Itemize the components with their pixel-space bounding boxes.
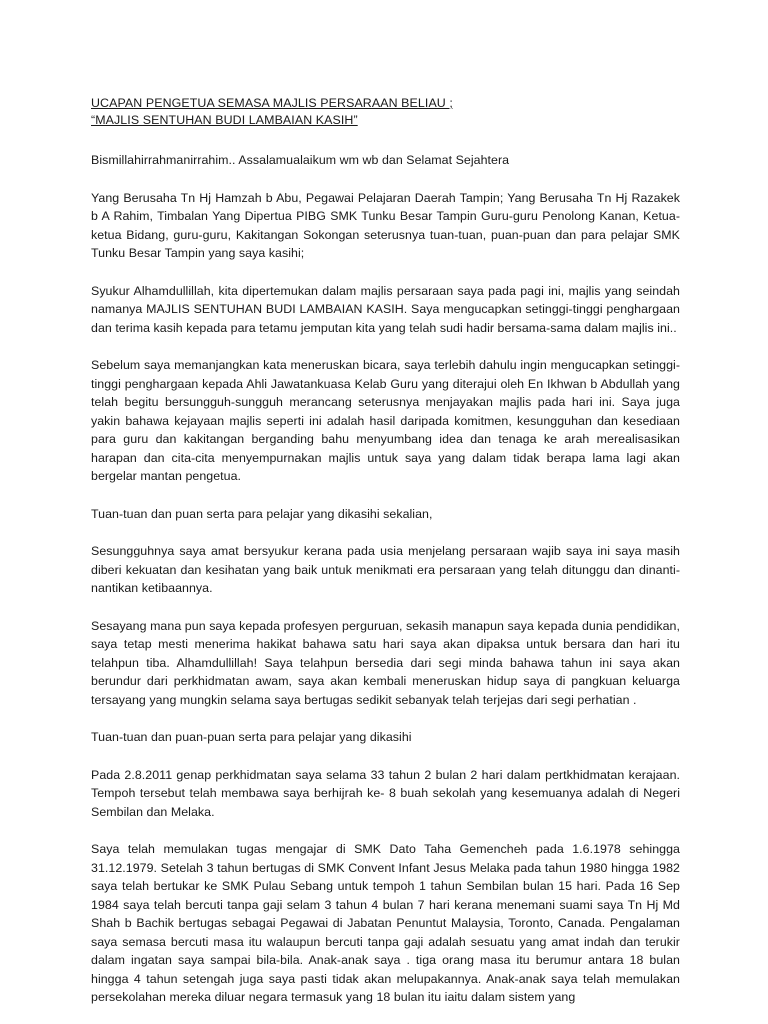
thanks-committee-paragraph: Sebelum saya memanjangkan kata meneruskan bicara, saya terlebih dahulu ingin mengucapkan setinggi-tinggi penghargaan kepada Ahli Jawatankuasa Kelab Guru yang diterajui oleh En Ikhwan b Abdullah yang telah begitu bersungguh-sungguh merancang seterusnya menjayakan majlis pada hari ini. Saya juga yakin bahawa kejayaan majlis seperti ini adalah hasil daripada komitmen, kesungguhan dan kesediaan para guru dan kakitangan berganding bahu menyumbang idea dan tenaga ke arah merealisasikan harapan dan cita-cita menyempurnakan majlis untuk saya yang dalam tidak berapa lama lagi akan bergelar mantan pengetua. [91,358,680,483]
service-duration-paragraph: Pada 2.8.2011 genap perkhidmatan saya selama 33 tahun 2 bulan 2 hari dalam pertkhidmatan kerajaan. Tempoh tersebut telah membawa saya berhijrah ke- 8 buah sekolah yang kesemuanya adalah di Negeri Sembilan dan Melaka. [91,767,680,819]
profession-paragraph: Sesayang mana pun saya kepada profesyen perguruan, sekasih manapun saya kepada dunia pendidikan, saya tetap mesti menerima hakikat bahawa satu hari saya akan dipaksa untuk bersara dan hari itu telahpun tiba. Alhamdullillah! Saya telahpun bersedia dari segi minda bahawa tahun ini saya akan berundur dari perkhidmatan awam, saya akan kembali meneruskan hidup saya di pangkuan keluarga tersayang yang mungkin selama saya bertugas sedikit sebanyak telah terjejas dari segi perhatian . [91,618,680,707]
address-paragraph-2: Tuan-tuan dan puan-puan serta para pelajar yang dikasihi [91,730,412,744]
document-title [91,95,680,129]
career-history-paragraph: Saya telah memulakan tugas mengajar di SMK Dato Taha Gemencheh pada 1.6.1978 sehingga 31.12.1979. Setelah 3 tahun bertugas di SMK Convent Infant Jesus Melaka pada tahun 1980 hingga 1982 saya telah bertukar ke SMK Pulau Sebang untuk tempoh 1 tahun Sembilan bulan 15 hari. Pada 16 Sep 1984 saya telah bercuti tanpa gaji selam 3 tahun 4 bulan 7 hari kerana menemani suami saya Tn Hj Md Shah b Bachik bertugas sebagai Pegawai di Jabatan Penuntut Malaysia, Toronto, Canada. Pengalaman saya semasa bercuti masa itu walaupun bercuti tanpa gaji adalah sesuatu yang amat indah dan terukir dalam ingatan saya sampai bila-bila. Anak-anak saya . tiga orang masa itu berumur antara 18 bulan hingga 4 tahun setengah juga saya pasti tidak akan melupakannya. Anak-anak saya telah memulakan persekolahan mereka diluar negara termasuk yang 18 bulan itu iaitu dalam sistem yang [91,842,680,1004]
title-line-2: “MAJLIS SENTUHAN BUDI LAMBAIAN KASIH” [91,113,358,127]
gratitude-paragraph: Syukur Alhamdullillah, kita dipertemukan dalam majlis persaraan saya pada pagi ini, majlis yang seindah namanya MAJLIS SENTUHAN BUDI LAMBAIAN KASIH. Saya mengucapkan setinggi-tinggi penghargaan dan terima kasih kepada para tetamu jemputan kita yang telah sudi hadir bersama-sama dalam majlis ini.. [91,283,680,335]
address-paragraph-1: Tuan-tuan dan puan serta para pelajar yang dikasihi sekalian, [91,506,433,521]
salutation-paragraph: Yang Berusaha Tn Hj Hamzah b Abu, Pegawai Pelajaran Daerah Tampin; Yang Berusaha Tn Hj Razakek b A Rahim, Timbalan Yang Dipertua PIBG SMK Tunku Besar Tampin Guru-guru Penolong Kanan, Ketua-ketua Bidang, guru-guru, Kakitangan Sokongan seterusnya tuan-tuan, puan-puan dan para pelajar SMK Tunku Besar Tampin yang saya kasihi; [91,190,680,260]
greeting-paragraph: Bismillahirrahmanirrahim.. Assalamualaikum wm wb dan Selamat Sejahtera [91,153,510,167]
title-line-1: UCAPAN PENGETUA SEMASA MAJLIS PERSARAAN BELIAU ; [91,96,453,110]
retirement-gratitude-paragraph: Sesungguhnya saya amat bersyukur kerana pada usia menjelang persaraan wajib saya ini saya masih diberi kekuatan dan kesihatan yang baik untuk menikmati era persaraan yang telah ditunggu dan dinanti-nantikan ketibaannya. [91,544,680,595]
